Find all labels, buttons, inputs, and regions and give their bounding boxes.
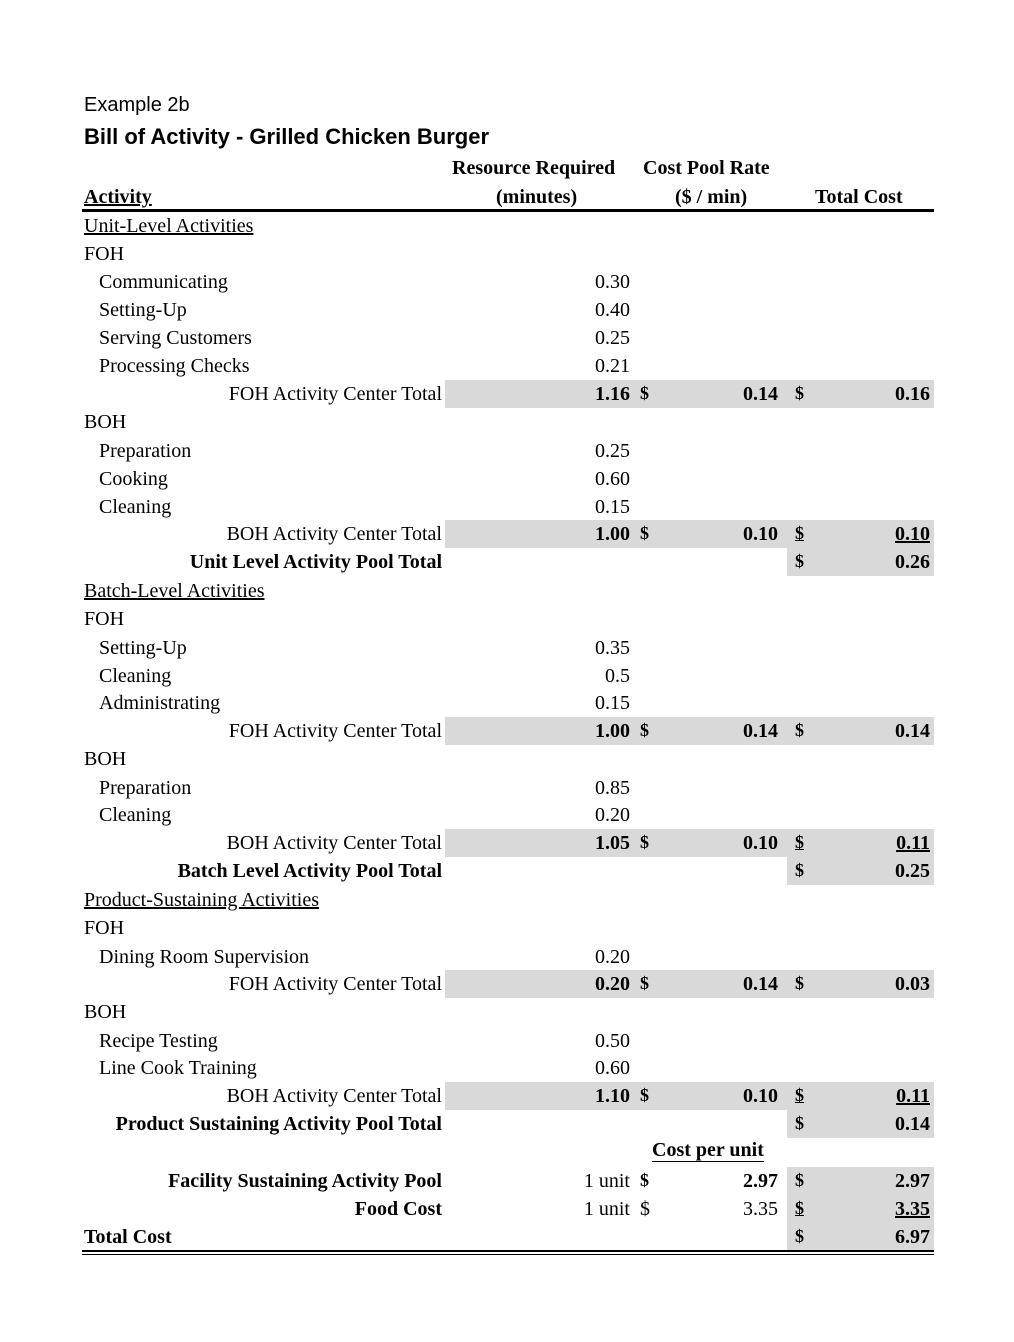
- activity-minutes: 0.21: [595, 355, 630, 377]
- header-rate-line2: ($ / min): [675, 186, 748, 208]
- group-label: FOH: [84, 243, 125, 265]
- header-total-cost: Total Cost: [815, 186, 903, 208]
- activity-name: Cleaning: [99, 804, 172, 826]
- activity-minutes: 0.5: [605, 665, 630, 687]
- pool-total-row: [0, 1110, 1014, 1138]
- activity-name: Cooking: [99, 468, 168, 490]
- activity-row: [0, 689, 1014, 717]
- activity-name: Cleaning: [99, 496, 172, 518]
- cost-pool-rate: 0.10: [743, 1085, 778, 1107]
- cost-pool-rate: 0.10: [743, 832, 778, 854]
- activity-name: Line Cook Training: [99, 1057, 257, 1079]
- grand-total-label: Total Cost: [84, 1226, 172, 1248]
- activity-row: [0, 493, 1014, 521]
- activity-name: Administrating: [99, 692, 221, 714]
- activity-row: [0, 943, 1014, 971]
- center-total-minutes: 0.20: [595, 973, 630, 995]
- center-total-cost: 0.16: [895, 383, 930, 405]
- activity-minutes: 0.50: [595, 1030, 630, 1052]
- activity-minutes: 0.30: [595, 271, 630, 293]
- dollar-sign: $: [795, 860, 804, 880]
- pool-total-label: Batch Level Activity Pool Total: [177, 860, 442, 882]
- activity-row: [0, 324, 1014, 352]
- activity-row: [0, 437, 1014, 465]
- center-total-label: FOH Activity Center Total: [228, 720, 442, 742]
- cost-pool-rate: 0.14: [743, 720, 778, 742]
- center-total-label: FOH Activity Center Total: [228, 383, 442, 405]
- activity-row: [0, 1027, 1014, 1055]
- facility-total: 2.97: [895, 1170, 930, 1192]
- dollar-sign: $: [640, 523, 649, 543]
- group-row: [0, 914, 1014, 942]
- dollar-sign: $: [795, 383, 804, 403]
- activity-minutes: 0.15: [595, 496, 630, 518]
- section-row-unit: [0, 212, 1014, 240]
- grand-total-row: [0, 1223, 1014, 1251]
- activity-name: Setting-Up: [99, 637, 187, 659]
- center-total-minutes: 1.10: [595, 1085, 630, 1107]
- header-resource-line1: Resource Required: [452, 157, 616, 179]
- example-label: Example 2b: [84, 94, 190, 116]
- activity-row: [0, 662, 1014, 690]
- dollar-sign: $: [795, 973, 804, 993]
- activity-minutes: 0.60: [595, 1057, 630, 1079]
- pool-total-value: 0.26: [895, 551, 930, 573]
- activity-row: [0, 1054, 1014, 1082]
- dollar-sign: $: [640, 1085, 649, 1105]
- pool-total-value: 0.14: [895, 1113, 930, 1135]
- food-cost-per-unit: 3.35: [743, 1198, 778, 1220]
- group-row: [0, 745, 1014, 773]
- center-total-cost: 0.11: [896, 832, 930, 854]
- center-total-cost: 0.11: [896, 1085, 930, 1107]
- group-row: [0, 998, 1014, 1026]
- group-label: FOH: [84, 917, 125, 939]
- activity-name: Cleaning: [99, 665, 172, 687]
- group-label: FOH: [84, 608, 125, 630]
- center-total-cost: 0.10: [895, 523, 930, 545]
- activity-row: [0, 465, 1014, 493]
- center-total-row: [0, 1082, 1014, 1110]
- dollar-sign: $: [795, 1198, 804, 1218]
- center-total-label: BOH Activity Center Total: [226, 832, 442, 854]
- bottom-rule-2: [82, 1254, 934, 1255]
- activity-name: Processing Checks: [99, 355, 250, 377]
- activity-name: Recipe Testing: [99, 1030, 218, 1052]
- center-total-row: [0, 520, 1014, 548]
- food-total: 3.35: [895, 1198, 930, 1220]
- activity-minutes: 0.20: [595, 946, 630, 968]
- header-activity: Activity: [84, 186, 152, 208]
- activity-minutes: 0.60: [595, 468, 630, 490]
- dollar-sign: $: [795, 832, 804, 852]
- activity-row: [0, 352, 1014, 380]
- total-shading: [445, 970, 934, 998]
- activity-minutes: 0.35: [595, 637, 630, 659]
- food-unit: 1 unit: [583, 1198, 630, 1220]
- cost-pool-rate: 0.14: [743, 973, 778, 995]
- total-shading: [445, 520, 934, 548]
- dollar-sign: $: [795, 1170, 804, 1190]
- activity-minutes: 0.40: [595, 299, 630, 321]
- section-title: Product-Sustaining Activities: [84, 889, 319, 911]
- activity-minutes: 0.85: [595, 777, 630, 799]
- dollar-sign: $: [640, 383, 649, 403]
- pool-total-row: [0, 857, 1014, 885]
- activity-row: [0, 296, 1014, 324]
- section-row-batch: [0, 577, 1014, 605]
- total-shading: [445, 380, 934, 408]
- dollar-sign: $: [640, 720, 649, 740]
- activity-minutes: 0.15: [595, 692, 630, 714]
- center-total-row: [0, 717, 1014, 745]
- dollar-sign: $: [795, 1085, 804, 1105]
- facility-cost-per-unit: 2.97: [743, 1170, 778, 1192]
- activity-row: [0, 268, 1014, 296]
- center-total-label: FOH Activity Center Total: [228, 973, 442, 995]
- activity-row: [0, 634, 1014, 662]
- total-shading: [445, 829, 934, 857]
- dollar-sign: $: [795, 523, 804, 543]
- section-row-product: [0, 886, 1014, 914]
- activity-minutes: 0.25: [595, 327, 630, 349]
- food-label: Food Cost: [354, 1198, 442, 1220]
- center-total-minutes: 1.16: [595, 383, 630, 405]
- page-title: Bill of Activity - Grilled Chicken Burger: [84, 124, 490, 149]
- dollar-sign: $: [795, 1226, 804, 1246]
- group-label: BOH: [84, 1001, 127, 1023]
- center-total-label: BOH Activity Center Total: [226, 523, 442, 545]
- activity-name: Setting-Up: [99, 299, 187, 321]
- center-total-cost: 0.14: [895, 720, 930, 742]
- section-title: Batch-Level Activities: [84, 580, 265, 602]
- activity-name: Preparation: [99, 777, 192, 799]
- dollar-sign: $: [640, 973, 649, 993]
- activity-row: [0, 801, 1014, 829]
- activity-name: Communicating: [99, 271, 228, 293]
- center-total-minutes: 1.05: [595, 832, 630, 854]
- total-shading: [445, 1082, 934, 1110]
- total-shading: [445, 717, 934, 745]
- cost-pool-rate: 0.14: [743, 383, 778, 405]
- header-resource-line2: (minutes): [496, 186, 578, 208]
- group-row: [0, 605, 1014, 633]
- center-total-row: [0, 970, 1014, 998]
- dollar-sign: $: [795, 551, 804, 571]
- dollar-sign: $: [795, 720, 804, 740]
- center-total-minutes: 1.00: [595, 720, 630, 742]
- facility-row: [0, 1167, 1014, 1195]
- center-total-row: [0, 829, 1014, 857]
- pool-total-label: Unit Level Activity Pool Total: [189, 551, 442, 573]
- center-total-minutes: 1.00: [595, 523, 630, 545]
- bottom-rule-1: [82, 1250, 934, 1252]
- activity-name: Dining Room Supervision: [99, 946, 310, 968]
- group-label: BOH: [84, 411, 127, 433]
- cost-pool-rate: 0.10: [743, 523, 778, 545]
- group-row: [0, 408, 1014, 436]
- dollar-sign: $: [640, 832, 649, 852]
- cost-per-unit-header: Cost per unit: [652, 1139, 764, 1161]
- facility-label: Facility Sustaining Activity Pool: [168, 1170, 442, 1192]
- activity-row: [0, 774, 1014, 802]
- pool-total-row: [0, 548, 1014, 576]
- group-row: [0, 240, 1014, 268]
- activity-minutes: 0.25: [595, 440, 630, 462]
- activity-name: Serving Customers: [99, 327, 252, 349]
- center-total-row: [0, 380, 1014, 408]
- dollar-sign: $: [795, 1113, 804, 1133]
- group-label: BOH: [84, 748, 127, 770]
- food-row: [0, 1195, 1014, 1223]
- header-rate-line1: Cost Pool Rate: [643, 157, 770, 179]
- section-title: Unit-Level Activities: [84, 215, 254, 237]
- pool-total-value: 0.25: [895, 860, 930, 882]
- facility-unit: 1 unit: [583, 1170, 630, 1192]
- center-total-label: BOH Activity Center Total: [226, 1085, 442, 1107]
- activity-name: Preparation: [99, 440, 192, 462]
- pool-total-label: Product Sustaining Activity Pool Total: [115, 1113, 442, 1135]
- center-total-cost: 0.03: [895, 973, 930, 995]
- grand-total-value: 6.97: [895, 1226, 930, 1248]
- dollar-sign: $: [640, 1198, 650, 1220]
- activity-minutes: 0.20: [595, 804, 630, 826]
- dollar-sign: $: [640, 1170, 649, 1190]
